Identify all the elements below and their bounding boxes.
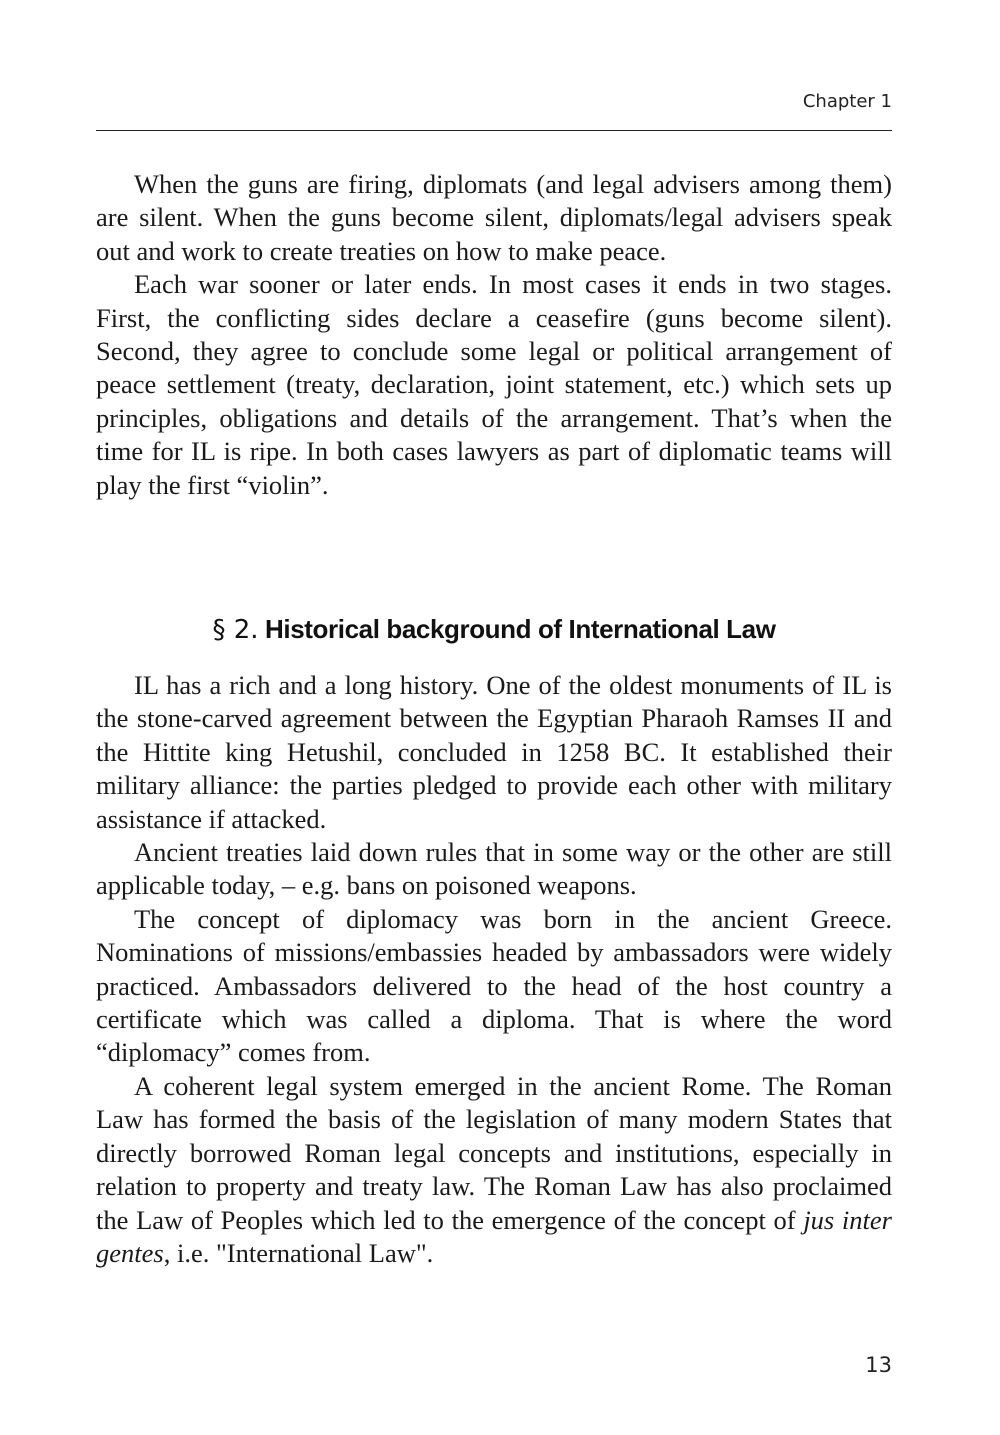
page-number: 13 xyxy=(865,1353,892,1377)
running-header-chapter: Chapter 1 xyxy=(802,91,892,112)
paragraph-war-ends: Each war sooner or later ends. In most cases it ends in two stages. First, the conflicting sides declare a ceasefire (guns become silent). Second, they agree to conclude some legal or political arrangement of peace settlement (treaty, declaration, joint statement, etc.) which sets up principles, obligations and details of the arrangement. That’s when the time for IL is ripe. In both cases lawyers as part of diplomatic teams will play the first “violin”. xyxy=(96,269,892,500)
section-number: § 2. xyxy=(212,615,259,645)
section-body xyxy=(96,669,892,1270)
roman-law-text: A coherent legal system emerged in the ancient Rome. The Roman Law has formed the basis of the legislation of many modern States that directly borrowed Roman legal concepts and institutions, especially in relation to property and treaty law. The Roman Law has also proclaimed the Law of Peoples which led to the emergence of the concept of xyxy=(96,1070,892,1235)
roman-law-text-end: , i.e. "International Law". xyxy=(163,1237,434,1268)
paragraph-il-history: IL has a rich and a long history. One of the oldest monuments of IL is the stone-carved agreement between the Egyptian Pharaoh Ramses II and the Hittite king Hetushil, concluded in 1258 BC. It established their military alliance: the parties pledged to provide each other with military assistance if attacked. xyxy=(96,670,892,834)
paragraph-guns-firing: When the guns are firing, diplomats (and legal advisers among them) are silent. When the guns become silent, diplomats/legal advisers speak out and work to create treaties on how to make peace. xyxy=(96,169,892,266)
section-title: Historical background of International Law xyxy=(265,614,776,644)
paragraph-diplomacy-greece: The concept of diplomacy was born in the ancient Greece. Nominations of missions/embassies headed by ambassadors were widely practiced. Ambassadors delivered to the head of the host country a certificate which was called a diploma. That is where the word “diplomacy” comes from. xyxy=(96,903,892,1068)
jus-inter-gentes-term: jus inter gentes xyxy=(96,1204,892,1268)
section-heading xyxy=(96,611,892,648)
header-rule xyxy=(96,130,892,131)
paragraph-roman-law xyxy=(96,1070,892,1270)
paragraph-ancient-treaties: Ancient treaties laid down rules that in some way or the other are still applicable today, – e.g. bans on poisoned weapons. xyxy=(96,837,892,901)
intro-text xyxy=(96,168,892,502)
